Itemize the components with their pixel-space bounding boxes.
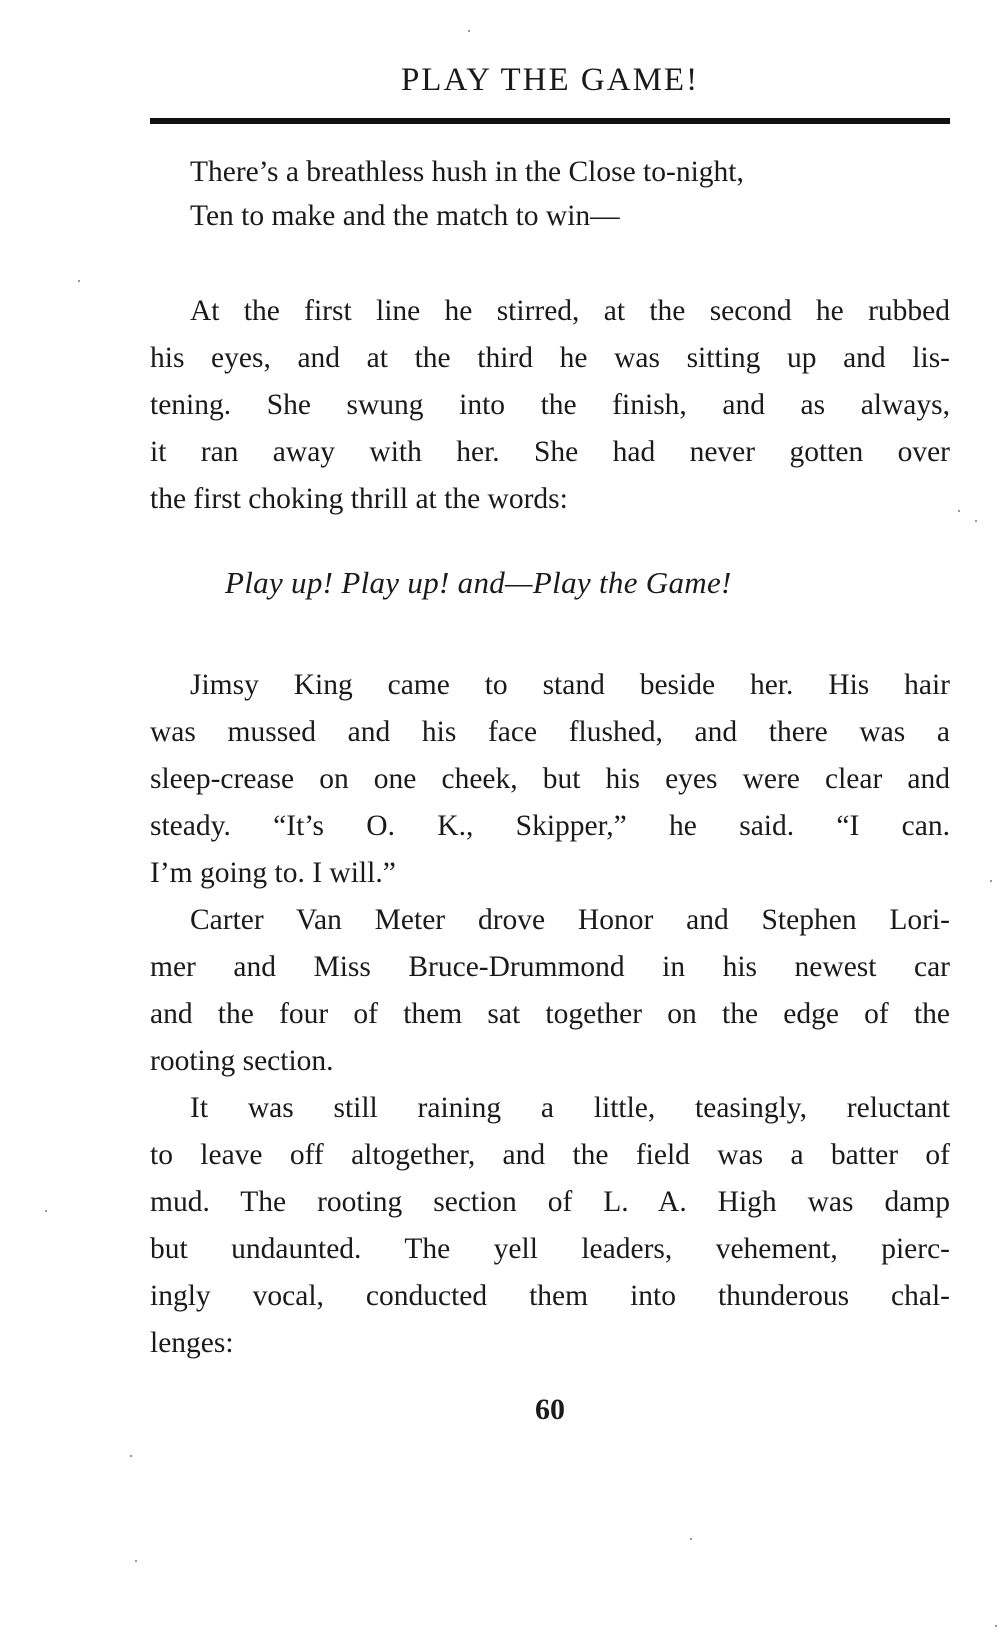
header-rule [150, 118, 950, 124]
verse-line: Ten to make and the match to win— [190, 200, 620, 232]
verse-line: There’s a breathless hush in the Close to-night, [190, 156, 744, 188]
scan-speck [135, 1560, 137, 1562]
running-title: PLAY THE GAME! [400, 62, 700, 98]
text-line: tening. She swung into the finish, and as always, [150, 389, 950, 421]
text-line: Jimsy King came to stand beside her. His hair [190, 669, 950, 701]
paragraph-jimsy [150, 662, 950, 897]
body-text [150, 662, 950, 1367]
scan-speck [45, 1210, 47, 1212]
text-line: his eyes, and at the third he was sitting up and lis- [150, 342, 950, 374]
scan-speck [468, 30, 470, 32]
scan-speck [130, 1455, 132, 1457]
text-line: mud. The rooting section of L. A. High was damp [150, 1186, 950, 1218]
page-number: 60 [535, 1393, 565, 1426]
text-line: lenges: [150, 1327, 234, 1359]
text-line: At the first line he stirred, at the second he rubbed [190, 295, 950, 327]
scan-speck [690, 1538, 692, 1540]
text-line: I’m going to. I will.” [150, 857, 396, 889]
paragraph-carter [150, 897, 950, 1085]
text-line: It was still raining a little, teasingly, reluctant [190, 1092, 950, 1124]
scan-speck [995, 1625, 997, 1627]
text-line: was mussed and his face flushed, and there was a [150, 716, 950, 748]
scan-speck [78, 280, 80, 282]
text-line: but undaunted. The yell leaders, vehement, pierc- [150, 1233, 950, 1265]
text-line: Carter Van Meter drove Honor and Stephen Lori- [190, 904, 950, 936]
paragraph-raining [150, 1085, 950, 1367]
text-line: the first choking thrill at the words: [150, 483, 568, 515]
text-line: rooting section. [150, 1045, 334, 1077]
paragraph [150, 288, 950, 523]
verse-quote [190, 150, 744, 238]
scan-speck [958, 510, 960, 512]
text-line: to leave off altogether, and the field was a batter of [150, 1139, 950, 1171]
scan-speck [990, 880, 992, 882]
text-line: mer and Miss Bruce-Drummond in his newest car [150, 951, 950, 983]
text-line: sleep-crease on one cheek, but his eyes were clear and [150, 763, 950, 795]
text-line: it ran away with her. She had never gotten over [150, 436, 950, 468]
scan-speck [975, 520, 977, 522]
text-line: and the four of them sat together on the edge of the [150, 998, 950, 1030]
text-line: steady. “It’s O. K., Skipper,” he said. “I can. [150, 810, 950, 842]
refrain-line: Play up! Play up! and—Play the Game! [225, 565, 732, 600]
text-line: ingly vocal, conducted them into thunderous chal- [150, 1280, 950, 1312]
paragraph-first-line [150, 288, 950, 523]
